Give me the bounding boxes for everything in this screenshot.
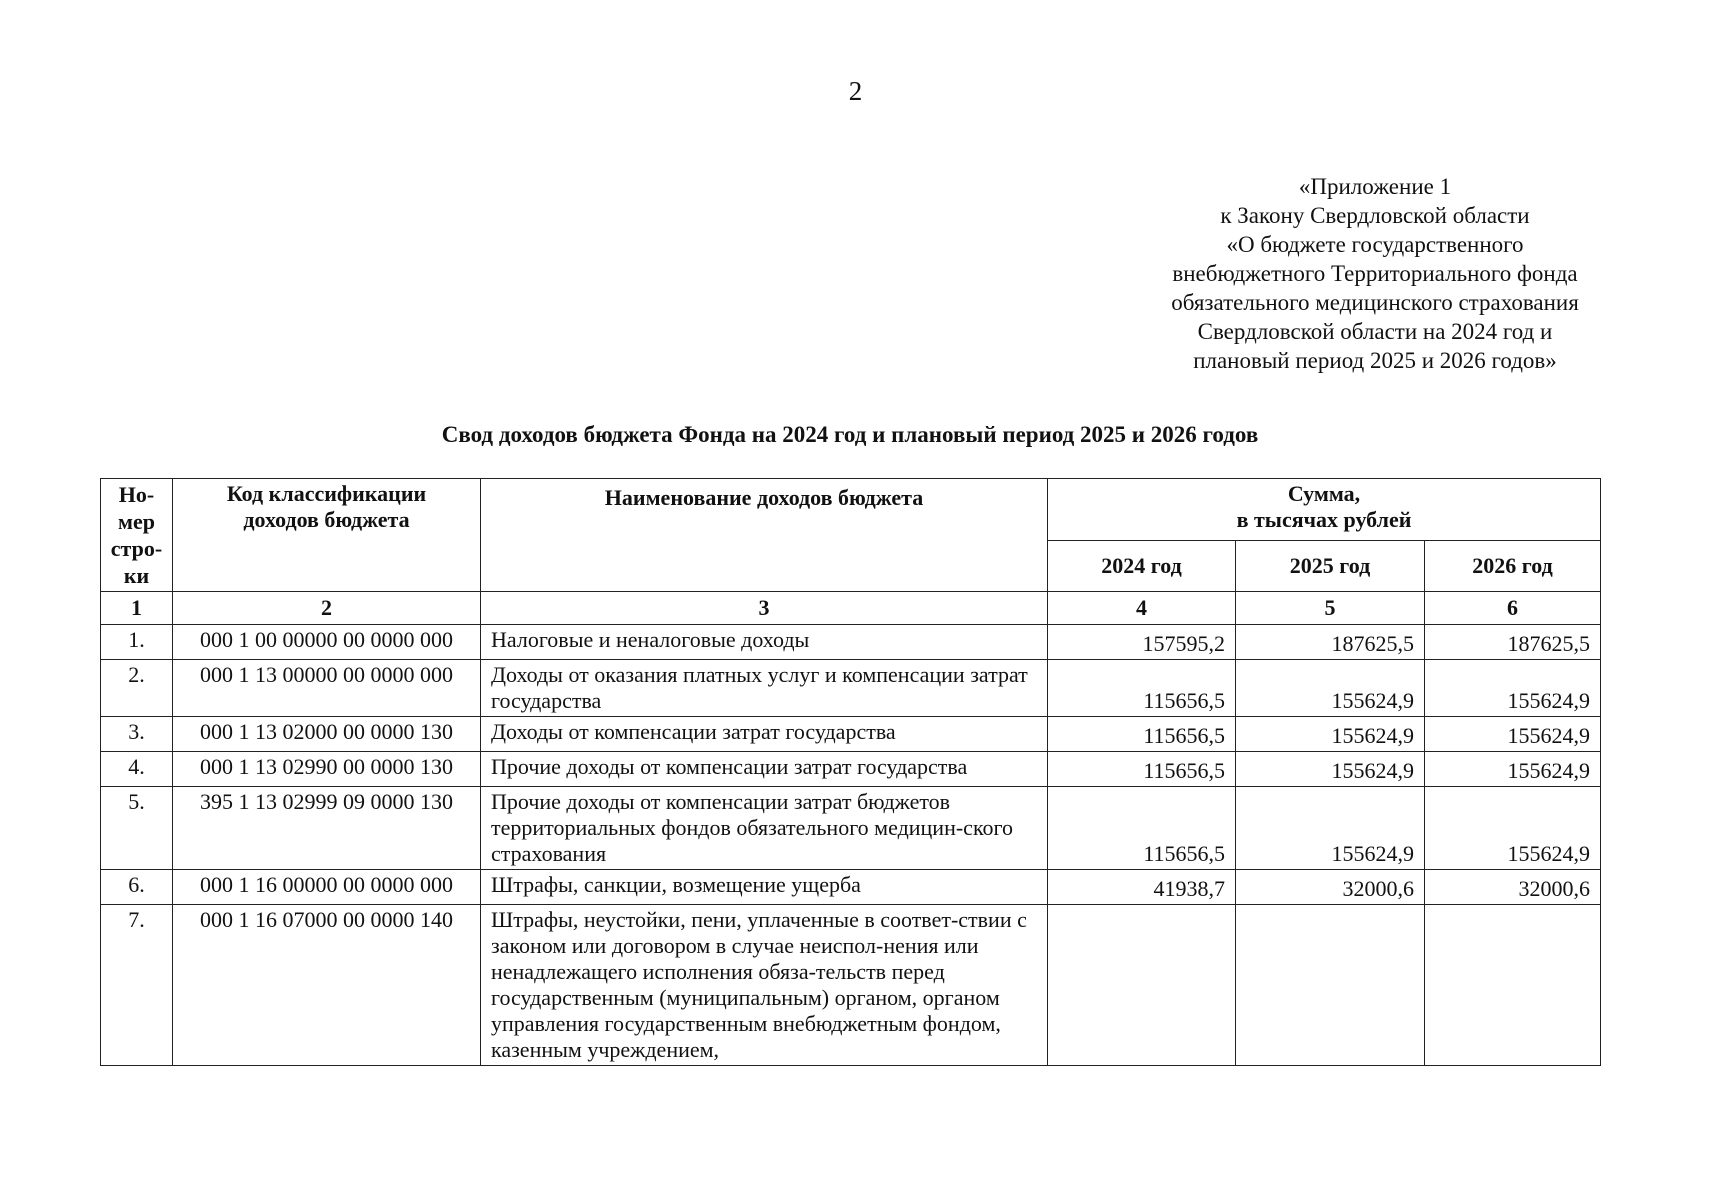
income-name-cell: Прочие доходы от компенсации затрат государства [481, 752, 1048, 787]
classification-code-cell: 000 1 13 00000 00 0000 000 [173, 660, 481, 717]
income-name-cell: Доходы от оказания платных услуг и компенсации затрат государства [481, 660, 1048, 717]
appendix-reference [1140, 172, 1610, 375]
header-year-2026: 2026 год [1425, 541, 1601, 592]
appendix-line: Свердловской области на 2024 год и [1197, 319, 1553, 344]
appendix-line: «Приложение 1 [1298, 174, 1452, 199]
appendix-line: внебюджетного Территориального фонда [1172, 261, 1578, 286]
amount-2025-cell: 155624,9 [1236, 660, 1425, 717]
amount-2025-cell [1236, 905, 1425, 1066]
header-name: Наименование доходов бюджета [481, 479, 1048, 592]
amount-2026-cell: 155624,9 [1425, 660, 1601, 717]
amount-2026-cell: 155624,9 [1425, 717, 1601, 752]
amount-2024-cell: 115656,5 [1048, 752, 1236, 787]
amount-2024-cell: 115656,5 [1048, 717, 1236, 752]
table-row [101, 905, 1601, 1066]
header-row-number: Но-мер стро-ки [101, 479, 173, 592]
amount-2026-cell: 155624,9 [1425, 752, 1601, 787]
appendix-line: «О бюджете государственного [1226, 232, 1524, 257]
amount-2024-cell: 115656,5 [1048, 660, 1236, 717]
amount-2025-cell: 155624,9 [1236, 752, 1425, 787]
column-index: 4 [1048, 592, 1236, 625]
income-name-cell: Штрафы, неустойки, пени, уплаченные в соответ-ствии с законом или договором в случае неиспол-нения или ненадлежащего исполнения обяза-тельств перед государственным (муниципальным) органом, органом управления государственным внебюджетным фондом, казенным учреждением, [481, 905, 1048, 1066]
row-number-cell: 5. [101, 787, 173, 870]
amount-2025-cell: 32000,6 [1236, 870, 1425, 905]
income-name-cell: Налоговые и неналоговые доходы [481, 625, 1048, 660]
income-name-cell: Доходы от компенсации затрат государства [481, 717, 1048, 752]
income-table [100, 478, 1601, 1066]
row-number-cell: 1. [101, 625, 173, 660]
appendix-line: к Закону Свердловской области [1220, 203, 1530, 228]
header-row [101, 479, 1601, 541]
table-row [101, 787, 1601, 870]
row-number-cell: 2. [101, 660, 173, 717]
header-sum-title: Сумма, [1287, 481, 1361, 506]
amount-2026-cell [1425, 905, 1601, 1066]
column-index: 2 [173, 592, 481, 625]
appendix-line: плановый период 2025 и 2026 годов» [1193, 348, 1557, 373]
classification-code-cell: 395 1 13 02999 09 0000 130 [173, 787, 481, 870]
row-number-cell: 7. [101, 905, 173, 1066]
column-index-row [101, 592, 1601, 625]
header-year-2025: 2025 год [1236, 541, 1425, 592]
amount-2026-cell: 187625,5 [1425, 625, 1601, 660]
column-index: 5 [1236, 592, 1425, 625]
classification-code-cell: 000 1 13 02000 00 0000 130 [173, 717, 481, 752]
column-index: 1 [101, 592, 173, 625]
column-index: 6 [1425, 592, 1601, 625]
amount-2024-cell: 41938,7 [1048, 870, 1236, 905]
amount-2025-cell: 187625,5 [1236, 625, 1425, 660]
row-number-cell: 4. [101, 752, 173, 787]
header-sum-unit: в тысячах рублей [1236, 507, 1412, 532]
amount-2025-cell: 155624,9 [1236, 787, 1425, 870]
amount-2026-cell: 32000,6 [1425, 870, 1601, 905]
table-row [101, 717, 1601, 752]
income-name-cell: Штрафы, санкции, возмещение ущерба [481, 870, 1048, 905]
classification-code-cell: 000 1 13 02990 00 0000 130 [173, 752, 481, 787]
column-index: 3 [481, 592, 1048, 625]
table-row [101, 752, 1601, 787]
classification-code-cell: 000 1 16 07000 00 0000 140 [173, 905, 481, 1066]
amount-2024-cell [1048, 905, 1236, 1066]
page-number: 2 [848, 76, 863, 106]
appendix-line: обязательного медицинского страхования [1171, 290, 1579, 315]
table-row [101, 870, 1601, 905]
amount-2024-cell: 157595,2 [1048, 625, 1236, 660]
row-number-cell: 6. [101, 870, 173, 905]
table-row [101, 625, 1601, 660]
income-name-cell: Прочие доходы от компенсации затрат бюджетов территориальных фондов обязательного медицин-ского страхования [481, 787, 1048, 870]
amount-2025-cell: 155624,9 [1236, 717, 1425, 752]
table-row [101, 660, 1601, 717]
document-title: Свод доходов бюджета Фонда на 2024 год и плановый период 2025 и 2026 годов [441, 422, 1259, 447]
amount-2026-cell: 155624,9 [1425, 787, 1601, 870]
header-code: Код классификации доходов бюджета [173, 479, 481, 592]
classification-code-cell: 000 1 00 00000 00 0000 000 [173, 625, 481, 660]
amount-2024-cell: 115656,5 [1048, 787, 1236, 870]
header-year-2024: 2024 год [1048, 541, 1236, 592]
row-number-cell: 3. [101, 717, 173, 752]
classification-code-cell: 000 1 16 00000 00 0000 000 [173, 870, 481, 905]
header-sum [1048, 479, 1601, 541]
